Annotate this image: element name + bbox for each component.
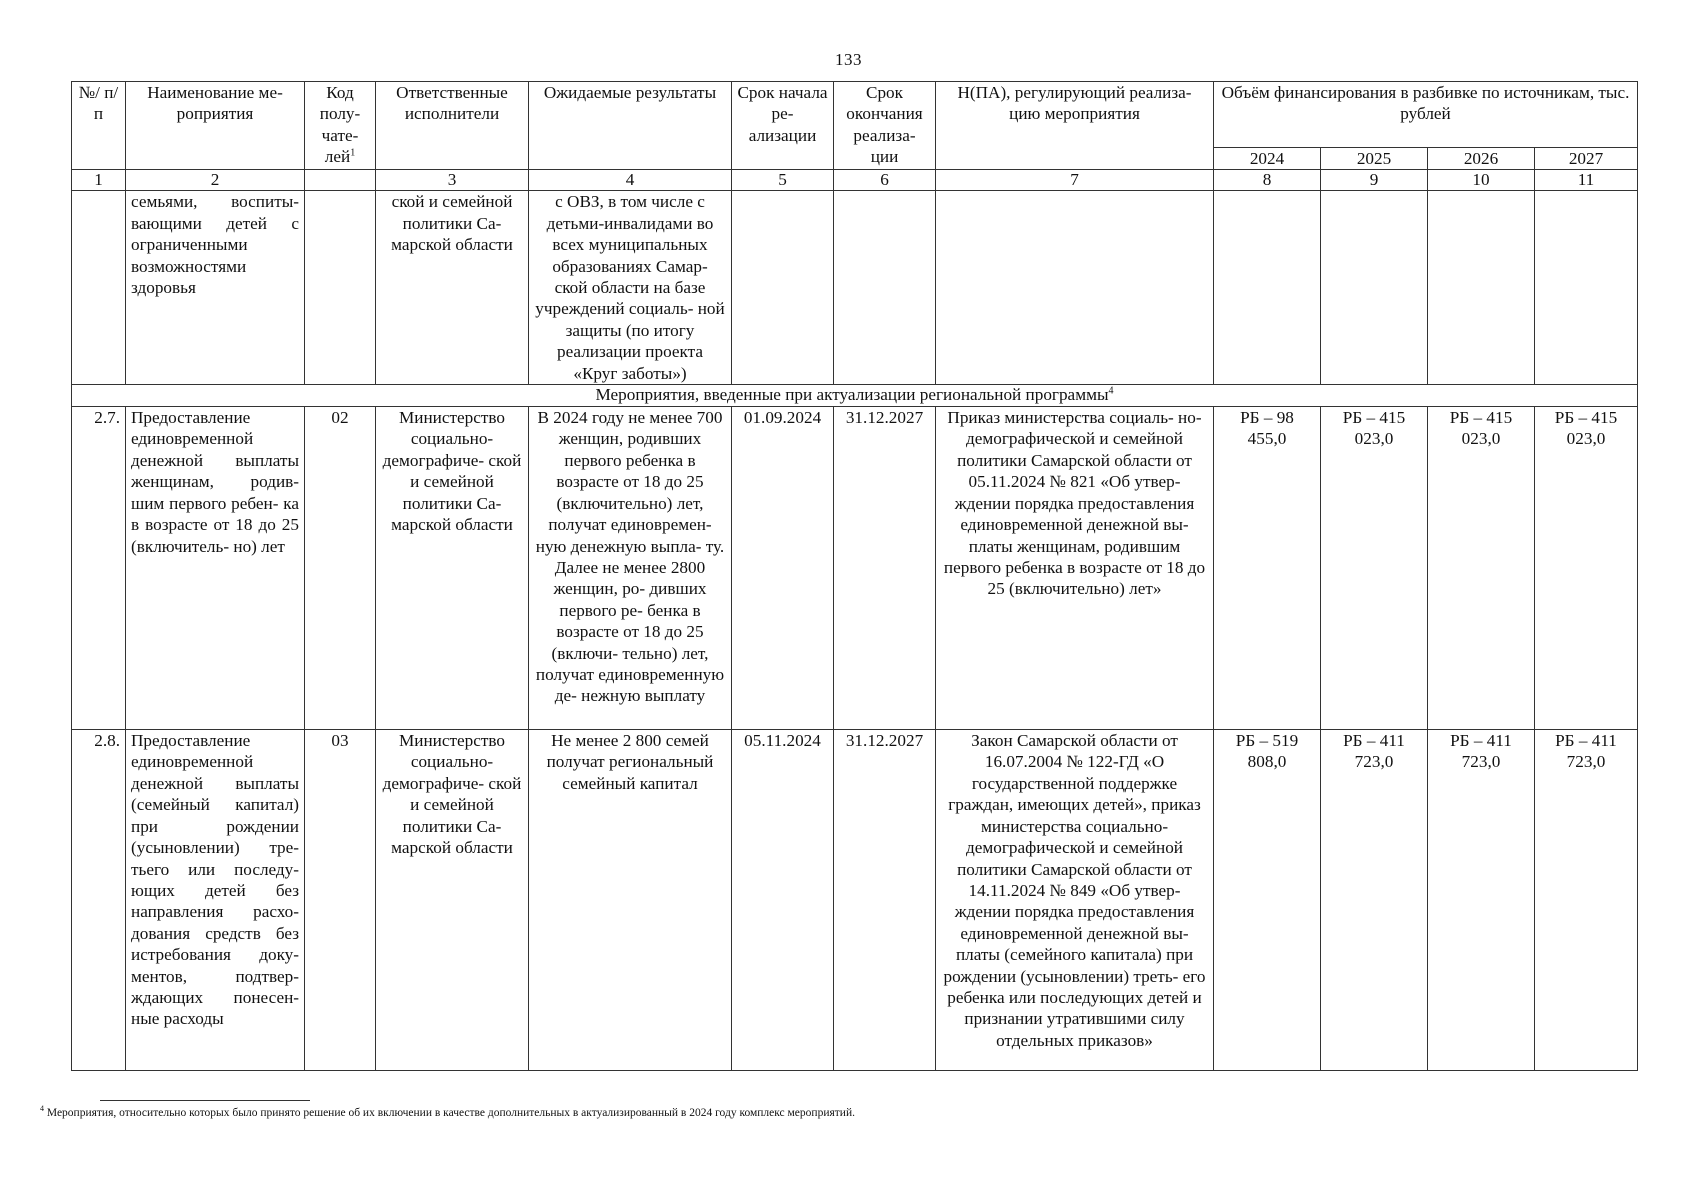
row-funding-2026: РБ – 411 723,0: [1428, 730, 1535, 1071]
header-year: 2026: [1428, 148, 1535, 170]
row-name: Предоставление единовременной денежной выплаты (семейный капитал) при рождении (усыновлении) тре- тьего или последу- ющих детей без направления расхо- дования средств без истребования доку- ментов, подтвер- ждающих понесен- ные расходы: [126, 730, 305, 1071]
row-funding-2025: РБ – 415 023,0: [1321, 407, 1428, 730]
cont-end: [834, 191, 936, 385]
footnote-text: Мероприятия, относительно которых было принято решение об их включении в качестве дополнительных в актуализированный в 2024 году комплекс мероприятий.: [46, 1107, 855, 1119]
header-num: №/ п/п: [72, 82, 126, 170]
header-code-sup: 1: [350, 147, 356, 159]
row-funding-2024: РБ – 519 808,0: [1214, 730, 1321, 1071]
section-row: [72, 385, 1638, 407]
header-row: [72, 82, 1638, 148]
footnote: [40, 1104, 855, 1119]
row-executors: Министерство социально- демографиче- ской и семейной политики Са- марской области: [376, 730, 529, 1071]
header-results: Ожидаемые результаты: [529, 82, 732, 170]
index-cell: 3: [376, 170, 529, 191]
index-cell: 5: [732, 170, 834, 191]
row-code: 02: [305, 407, 376, 730]
header-code-text: Код полу- чате- лей: [319, 83, 361, 167]
section-title: Мероприятия, введенные при актуализации региональной программы: [595, 385, 1109, 405]
continued-row: [72, 191, 1638, 385]
index-cell: 10: [1428, 170, 1535, 191]
row-results: В 2024 году не менее 700 женщин, родивших первого ребенка в возрасте от 18 до 25 (включительно) лет, получат единовремен- ную денежную выпла- ту. Далее не менее 2800 женщин, ро- дивших первого ре- бенка в возрасте от 18 до 25 (включи- тельно) лет, получат единовременную де- нежную выплату: [529, 407, 732, 730]
table-row: [72, 407, 1638, 730]
row-num: 2.7.: [72, 407, 126, 730]
cont-npa: [936, 191, 1214, 385]
header-year: 2025: [1321, 148, 1428, 170]
row-executors: Министерство социально- демографиче- ской и семейной политики Са- марской области: [376, 407, 529, 730]
row-start: 01.09.2024: [732, 407, 834, 730]
section-title-sup: 4: [1108, 385, 1114, 397]
index-cell: 8: [1214, 170, 1321, 191]
row-funding-2027: РБ – 411 723,0: [1535, 730, 1638, 1071]
row-funding-2027: РБ – 415 023,0: [1535, 407, 1638, 730]
row-start: 05.11.2024: [732, 730, 834, 1071]
cont-results: с ОВЗ, в том числе с детьми-инвалидами во всех муниципальных образованиях Самар- ской области на базе учреждений социаль- ной защиты (по итогу реализации проекта «Круг заботы»): [529, 191, 732, 385]
row-funding-2024: РБ – 98 455,0: [1214, 407, 1321, 730]
cont-f2027: [1535, 191, 1638, 385]
row-num: 2.8.: [72, 730, 126, 1071]
table-row: [72, 730, 1638, 1071]
header-npa: Н(ПА), регулирующий реализа- цию мероприятия: [936, 82, 1214, 170]
header-year: 2024: [1214, 148, 1321, 170]
footnote-divider: [100, 1100, 310, 1101]
cont-num: [72, 191, 126, 385]
row-results: Не менее 2 800 семей получат региональный семейный капитал: [529, 730, 732, 1071]
row-name: Предоставление единовременной денежной выплаты женщинам, родив- шим первого ребен- ка в возрасте от 18 до 25 (включитель- но) лет: [126, 407, 305, 730]
index-cell: 9: [1321, 170, 1428, 191]
header-year: 2027: [1535, 148, 1638, 170]
index-cell: 11: [1535, 170, 1638, 191]
cont-f2025: [1321, 191, 1428, 385]
row-funding-2026: РБ – 415 023,0: [1428, 407, 1535, 730]
index-cell: 2: [126, 170, 305, 191]
header-start: Срок начала ре- ализации: [732, 82, 834, 170]
header-executors: Ответственные исполнители: [376, 82, 529, 170]
row-npa: Приказ министерства социаль- но-демографической и семейной политики Самарской области от 05.11.2024 № 821 «Об утвер- ждении порядка предоставления единовременной денежной вы- платы женщинам, родившим первого ребенка в возрасте от 18 до 25 (включительно) лет»: [936, 407, 1214, 730]
header-end: Срок окончания реализа- ции: [834, 82, 936, 170]
page-number: 133: [835, 50, 862, 69]
row-code: 03: [305, 730, 376, 1071]
activities-table: [71, 81, 1638, 1071]
row-funding-2025: РБ – 411 723,0: [1321, 730, 1428, 1071]
index-cell: [305, 170, 376, 191]
index-cell: 6: [834, 170, 936, 191]
index-cell: 7: [936, 170, 1214, 191]
row-npa: Закон Самарской области от 16.07.2004 № 122-ГД «О государственной поддержке граждан, имеющих детей», приказ министерства социально- демографической и семейной политики Самарской области от 14.11.2024 № 849 «Об утвер- ждении порядка предоставления единовременной денежной вы- платы (семейного капитала) при рождении (усыновлении) треть- его ребенка или последующих детей и признании утратившими силу отдельных приказов»: [936, 730, 1214, 1071]
cont-start: [732, 191, 834, 385]
row-end: 31.12.2027: [834, 407, 936, 730]
index-cell: 1: [72, 170, 126, 191]
cont-f2024: [1214, 191, 1321, 385]
index-cell: 4: [529, 170, 732, 191]
cont-executors: ской и семейной политики Са- марской области: [376, 191, 529, 385]
cont-code: [305, 191, 376, 385]
header-name: Наименование ме- роприятия: [126, 82, 305, 170]
section-title-cell: [72, 385, 1638, 407]
footnote-sup: 4: [40, 1104, 44, 1114]
cont-name: семьями, воспиты- вающими детей с ограниченными возможностями здоровья: [126, 191, 305, 385]
index-row: [72, 170, 1638, 191]
row-end: 31.12.2027: [834, 730, 936, 1071]
cont-f2026: [1428, 191, 1535, 385]
header-funding: Объём финансирования в разбивке по источникам, тыс. рублей: [1214, 82, 1638, 148]
header-code: [305, 82, 376, 170]
